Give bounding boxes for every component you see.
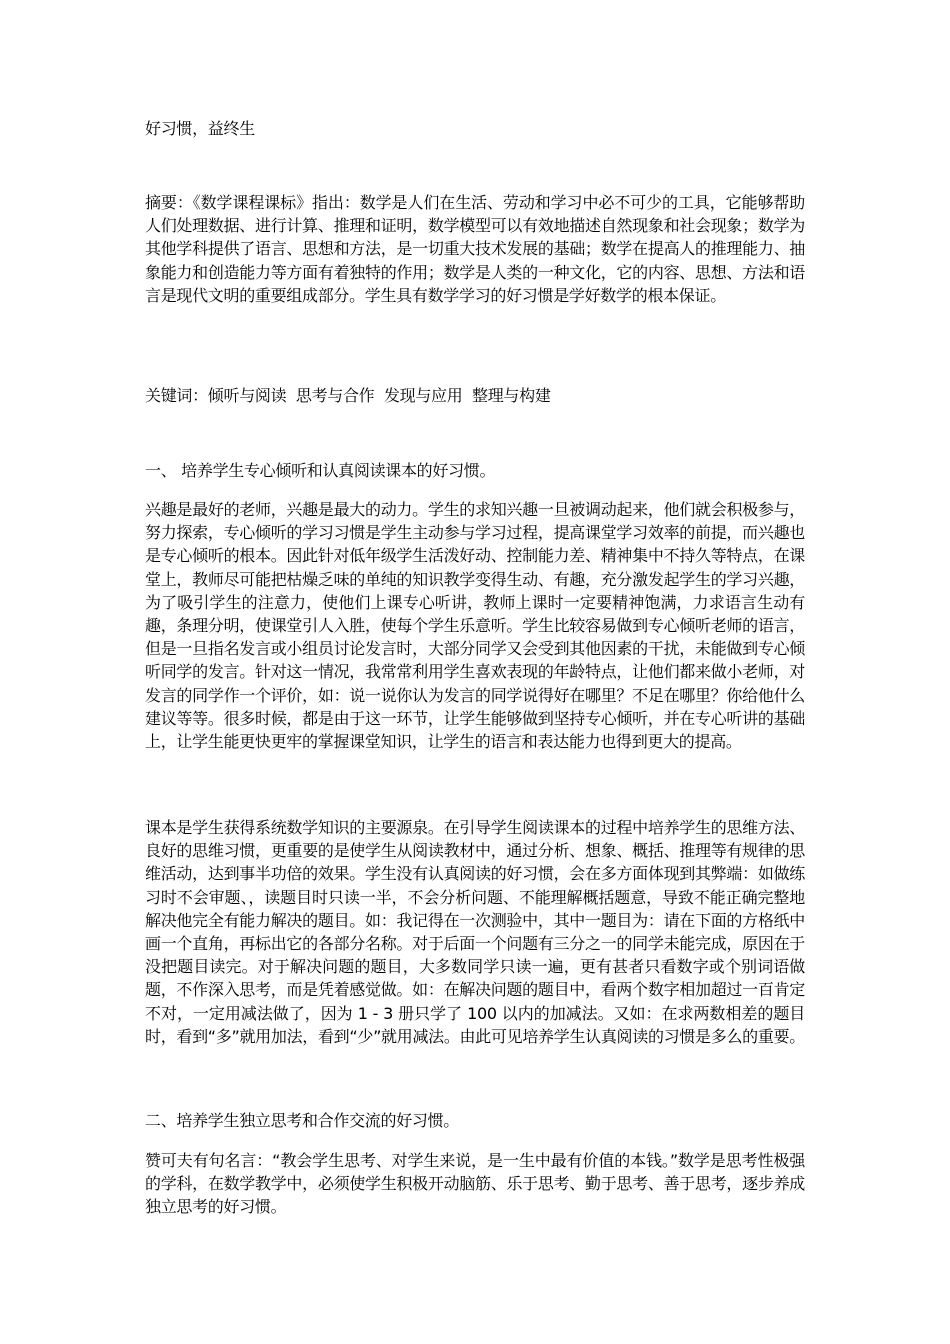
abstract-paragraph: 摘要：《数学课程课标》指出：数学是人们在生活、劳动和学习中必不可少的工具，它能够帮助人们处理数据、进行计算、推理和证明，数学模型可以有效地描述自然现象和社会现象；数学为其他学科提供了语言、思想和方法，是一切重大技术发展的基础；数学在提高人的推理能力、抽象能力和创造能力等方面有着独特的作用；数学是人类的一种文化，它的内容、思想、方法和语言是现代文明的重要组成部分。学生具有数学学习的好习惯是学好数学的根本保证。	[145, 193, 805, 305]
section-heading-1: 一、 培养学生专心倾听和认真阅读课本的好习惯。	[145, 461, 496, 480]
body-paragraph: 课本是学生获得系统数学知识的主要源泉。在引导学生阅读课本的过程中培养学生的思维方法、良好的思维习惯，更重要的是使学生从阅读教材中，通过分析、想象、概括、推理等有规律的思维活动，达到事半功倍的效果。学生没有认真阅读的好习惯，会在多方面体现到其弊端：如做练习时不会审题、，读题目时只读一半，不会分析问题、不能理解概括题意，导致不能正确完整地解决他完全有能力解决的题目。如：我记得在一次测验中，其中一题目为：请在下面的方格纸中画一个直角，再标出它的各部分名称。对于后面一个问题有三分之一的同学未能完成，原因在于没把题目读完。对于解决问题的题目，大多数同学只读一遍，更有甚者只看数字或个别词语做题，不作深入思考，而是凭着感觉做。如：在解决问题的题目中，看两个数字相加超过一百肯定不对，一定用减法做了，因为 1 - 3 册只学了 100 以内的加减法。又如：在求两数相差的题目时，看到“多”就用加法，看到“少”就用减法。由此可见培养学生认真阅读的习惯是多么的重要。	[145, 818, 805, 1046]
section-heading-2: 二、培养学生独立思考和合作交流的好习惯。	[145, 1111, 460, 1130]
body-paragraph: 赞可夫有句名言：“教会学生思考、对学生来说，是一生中最有价值的本钱。”数学是思考性极强的学科，在数学教学中，必须使学生积极开动脑筋、乐于思考、勤于思考、善于思考，逐步养成独立思考的好习惯。	[145, 1151, 805, 1217]
document-title: 好习惯，益终生	[145, 119, 255, 138]
keywords-line: 关键词：倾听与阅读 思考与合作 发现与应用 整理与构建	[145, 386, 551, 405]
body-paragraph: 兴趣是最好的老师，兴趣是最大的动力。学生的求知兴趣一旦被调动起来，他们就会积极参与，努力探索，专心倾听的学习习惯是学生主动参与学习过程，提高课堂学习效率的前提，而兴趣也是专心倾听的根本。因此针对低年级学生活泼好动、控制能力差、精神集中不持久等特点，在课堂上，教师尽可能把枯燥乏味的单纯的知识教学变得生动、有趣，充分激发起学生的学习兴趣，为了吸引学生的注意力，使他们上课专心听讲，教师上课时一定要精神饱满，力求语言生动有趣，条理分明，使课堂引人入胜，使每个学生乐意听。学生比较容易做到专心倾听老师的语言，但是一旦指名发言或小组员讨论发言时，大部分同学又会受到其他因素的干扰，未能做到专心倾听同学的发言。针对这一情况，我常常利用学生喜欢表现的年龄特点，让他们都来做小老师，对发言的同学作一个评价，如：说一说你认为发言的同学说得好在哪里？不足在哪里？你给他什么建议等等。很多时候，都是由于这一环节，让学生能够做到坚持专心倾听，并在专心听讲的基础上，让学生能更快更牢的掌握课堂知识，让学生的语言和表达能力也得到更大的提高。	[145, 500, 805, 752]
